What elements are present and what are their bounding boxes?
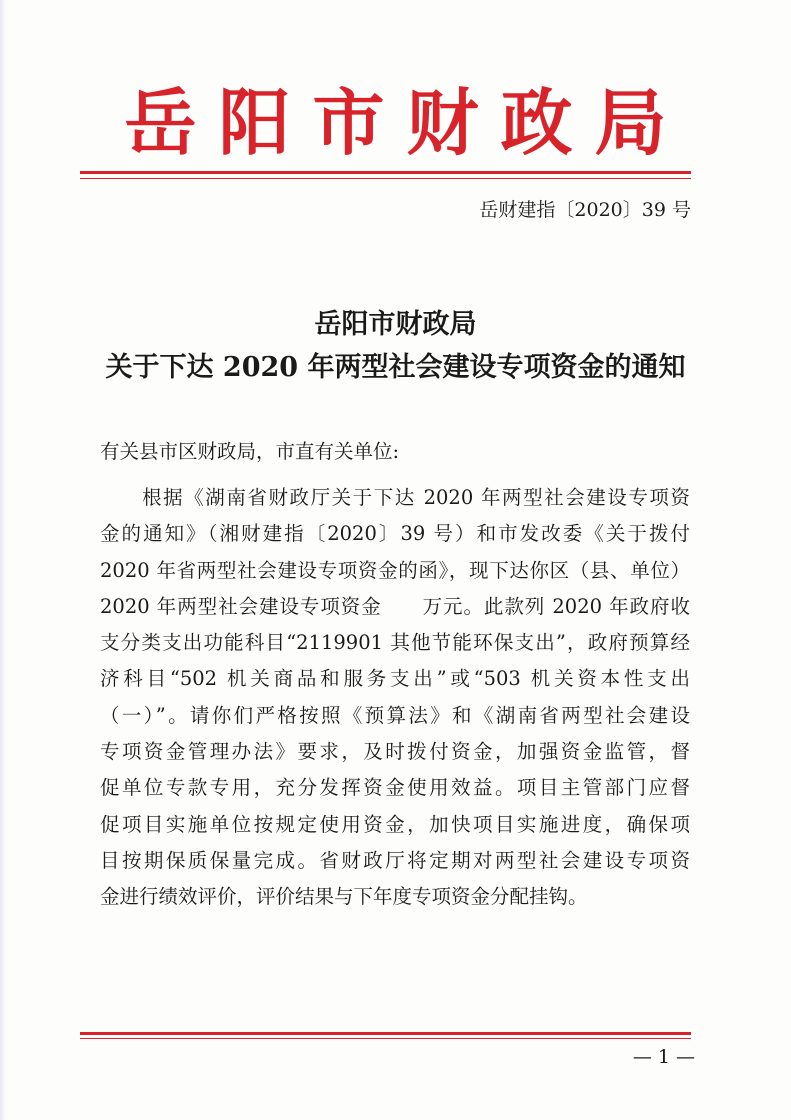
body-paragraph xyxy=(100,480,690,916)
body-line: 济科目“502 机关商品和服务支出”或“503 机关资本性支出 xyxy=(100,667,690,691)
body-line: 根据《湖南省财政厅关于下达 2020 年两型社会建设专项资 xyxy=(100,486,690,509)
document-title-line-1: 岳阳市财政局 xyxy=(314,309,477,340)
salutation: 有关县市区财政局，市直有关单位: xyxy=(100,440,400,463)
scan-edge xyxy=(0,0,6,1120)
footer-red-rule-thin xyxy=(80,1038,691,1039)
body-line: 目按期保质保量完成。省财政厅将定期对两型社会建设专项资 xyxy=(100,848,690,872)
body-line: （一）”。请你们严格按照《预算法》和《湖南省两型社会建设 xyxy=(100,703,690,727)
org-header: 岳阳市财政局 xyxy=(124,80,689,165)
document-title-line-2: 关于下达 2020 年两型社会建设专项资金的通知 xyxy=(105,352,686,383)
body-line: 专项资金管理办法》要求，及时拨付资金，加强资金监管，督 xyxy=(100,740,690,764)
body-line: 促单位专款专用，充分发挥资金使用效益。项目主管部门应督 xyxy=(100,776,690,800)
header-red-rule-thin xyxy=(80,178,691,179)
body-line: 金的通知》（湘财建指〔2020〕39 号）和市发改委《关于拨付 xyxy=(100,522,690,546)
body-line: 促项目实施单位按规定使用资金，加快项目实施进度，确保项 xyxy=(100,812,690,836)
body-line: 2020 年省两型社会建设专项资金的函》，现下达你区（县、单位） xyxy=(100,558,690,582)
page-number: — 1 — xyxy=(632,1046,695,1068)
body-line: 2020 年两型社会建设专项资金 万元。此款列 2020 年政府收 xyxy=(100,594,690,618)
header-red-rule-thick xyxy=(80,171,691,174)
body-line: 支分类支出功能科目“2119901 其他节能环保支出”，政府预算经 xyxy=(100,631,690,655)
document-number: 岳财建指〔2020〕39 号 xyxy=(479,199,691,221)
footer-red-rule-thick xyxy=(80,1032,691,1035)
body-line: 金进行绩效评价，评价结果与下年度专项资金分配挂钩。 xyxy=(100,885,588,909)
